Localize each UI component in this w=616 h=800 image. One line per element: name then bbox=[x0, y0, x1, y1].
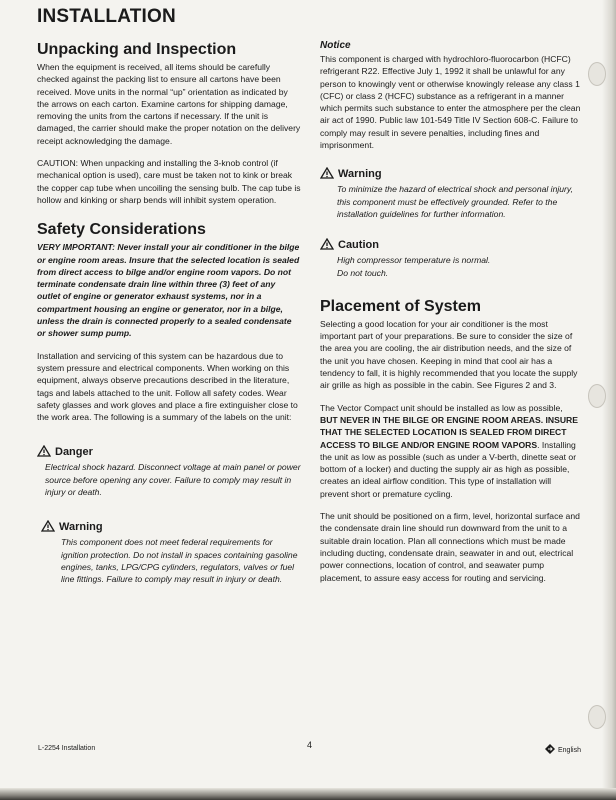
warning-triangle-icon bbox=[41, 520, 55, 532]
page-bottom-edge bbox=[0, 788, 616, 800]
left-column bbox=[37, 40, 301, 596]
safety-paragraph: Installation and servicing of this system can be hazardous due to system pressure and electrical components. When working on this equipment, always observe precautions described in the literature, tags and labels attached to the unit. Follow all safety codes. Wear safety glasses and work gloves and place a fire extinguisher close to the work area. The following is a summary of the labels on the unit: bbox=[37, 350, 298, 423]
diamond-arrow-icon bbox=[545, 744, 555, 754]
safety-heading: Safety Considerations bbox=[37, 221, 206, 239]
caution-heading: Caution bbox=[338, 239, 379, 252]
caution-bold-text: Do not touch. bbox=[337, 267, 389, 278]
placement-paragraph: Selecting a good location for your air conditioner is the most important part of your preparations. Be sure to consider the size of the area you are cooling, the air distribution needs, and the size of the unit you have chosen. Keeping in mind that cool air has a tendency to fall, it is highly recommended that you locate the supply air grille as high as possible in the cabin. See Figures 2 and 3. bbox=[320, 318, 578, 391]
notice-text: This component is charged with hydrochloro-fluorocarbon (HCFC) refrigerant R22. Effective July 1, 1992 it shall be unlawful for any person to knowingly vent or otherwise knowingly release any class 1 (CFC) or class 2 (HCFC) substance as a refrigerant in a manner which permits such substance to enter the atmosphere per the clean air act of 1990. Public law 101-549 Title IV Section 608-C. Failure to comply may result in severe penalties, including fines and imprisonment. bbox=[320, 54, 581, 151]
placement-text-end: . Installing the unit as low as possible (such as under a V-berth, dinette seat or bottom of a locker) and ducting the supply air as high as possible, creates an ideal airflow condition. This type of installation will prevent short or premature cycling. bbox=[320, 439, 577, 499]
warning-triangle-icon bbox=[320, 167, 334, 179]
warning-text: This component does not meet federal requirements for ignition protection. Do not install in spaces containing gasoline engines, tanks, LPG/CPG cylinders, regulators, valves or fuel line fittings. Failure to comply may result in injury or death. bbox=[61, 537, 298, 585]
placement-text-start: The Vector Compact unit should be installed as low as possible, bbox=[320, 402, 563, 413]
placement-bold-text: BUT NEVER IN THE BILGE OR ENGINE ROOM AREAS. INSURE THAT THE SELECTED LOCATION IS SEALED FROM DIRECT ACCESS TO BILGE AND/OR ENGINE ROOM VAPORS bbox=[320, 414, 578, 450]
warning-heading: Warning bbox=[338, 168, 382, 181]
warning-heading: Warning bbox=[59, 521, 103, 534]
placement-heading: Placement of System bbox=[320, 297, 481, 315]
placement-paragraph-2 bbox=[320, 402, 582, 500]
danger-label bbox=[37, 445, 301, 498]
page-title: INSTALLATION bbox=[37, 6, 176, 27]
binder-hole bbox=[588, 62, 606, 86]
unpacking-paragraph: When the equipment is received, all items should be carefully checked against the packing list to ensure all cartons have been received. Move units in the normal “up” orientation as indicated by the arrows on each carton. Examine cartons for shipping damage, removing the units from the cartons if necessary. If the unit is damaged, the carrier should make the proper notation on the delivery receipt acknowledging the damage. bbox=[37, 62, 301, 146]
danger-heading: Danger bbox=[55, 446, 93, 459]
grounding-warning-label bbox=[320, 167, 582, 220]
grounding-warning-text: To minimize the hazard of electrical shock and personal injury, this component must be effectively grounded. Refer to the installation guidelines for further information. bbox=[337, 184, 573, 219]
warning-label bbox=[37, 520, 301, 585]
warning-triangle-icon bbox=[37, 445, 51, 457]
danger-text: Electrical shock hazard. Disconnect voltage at main panel or power source before opening any cover. Failure to comply may result in injury or death. bbox=[45, 462, 301, 498]
binder-hole bbox=[588, 705, 606, 729]
notice-heading: Notice bbox=[320, 40, 351, 51]
warning-triangle-icon bbox=[320, 238, 334, 250]
placement-paragraph-3: The unit should be positioned on a firm, level, horizontal surface and the condensate drain line should run downward from the unit to a suitable drain location. Plan all connections which must be made including ducting, condensate drain, seawater in and out, electrical power connections, location of control, and seawater pump placement, to assure easy access for routing and servicing. bbox=[320, 511, 580, 583]
page-number: 4 bbox=[307, 740, 313, 750]
important-notice: VERY IMPORTANT: Never install your air conditioner in the bilge or engine room areas. Insure that the selected location is sealed from direct access to bilge and/or engine room vapors. Do not terminate condensate drain line within three (3) feet of any outlet of engine or generator exhaust systems, nor in a compartment housing an engine or generator, nor in a bilge, unless the drain is connected properly to a sealed condensate or shower sump pump. bbox=[37, 242, 300, 339]
binder-hole bbox=[588, 384, 606, 408]
footer-language bbox=[545, 744, 581, 754]
caution-label bbox=[320, 238, 582, 279]
caution-paragraph: CAUTION: When unpacking and installing the 3-knob control (if mechanical option is used), care must be taken not to kink or break the copper cap tube when uncoiling the sensing bulb. The cap tube is hollow and kinking or sharp bends will inhibit system operation. bbox=[37, 158, 301, 205]
footer-doc-id: L-2254 Installation bbox=[38, 745, 96, 752]
language-label: English bbox=[558, 747, 581, 754]
caution-text: High compressor temperature is normal. bbox=[337, 255, 491, 266]
unpacking-heading: Unpacking and Inspection bbox=[37, 41, 237, 58]
right-column bbox=[320, 40, 582, 594]
